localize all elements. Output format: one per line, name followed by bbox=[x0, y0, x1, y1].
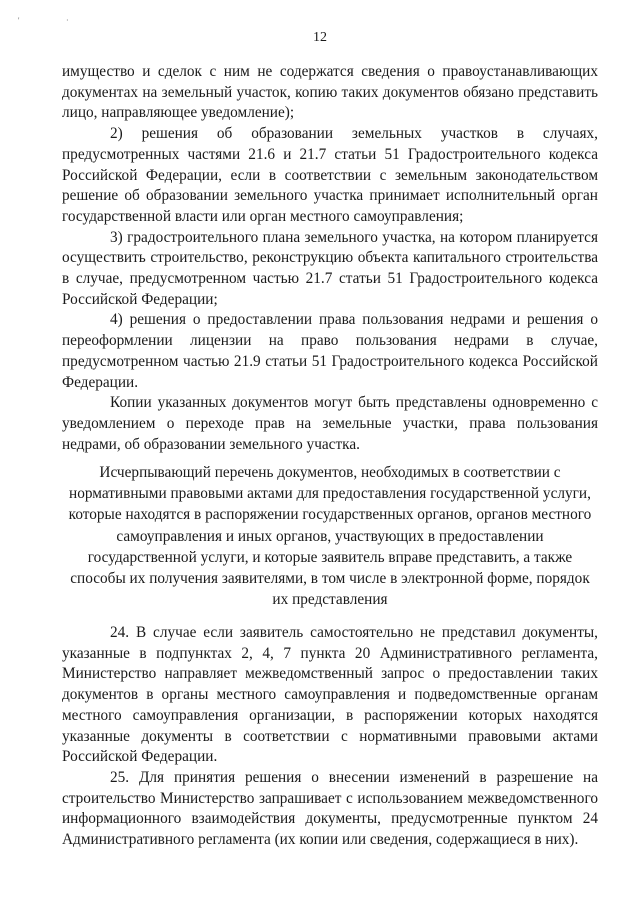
paragraphs-section bbox=[62, 623, 598, 851]
section-heading: Исчерпывающий перечень документов, необходимых в соответствии с нормативными правовыми актами для предоставления государственной услуги, которые находятся в распоряжении государственных органов, органов местного самоуправления и иных органов, участвующих в предоставлении государственной услуги, и которые заявитель вправе представить, а также способы их получения заявителями, в том числе в электронной форме, порядок их представления bbox=[68, 464, 592, 609]
paragraph-25: 25. Для принятия решения о внесении изменений в разрешение на строительство Министерство запрашивает с использованием межведомственного информационного взаимодействия документы, предусмотренные пунктом 24 Административного регламента (их копии или сведения, содержащиеся в них). bbox=[62, 768, 598, 849]
scan-mark: · bbox=[66, 16, 69, 25]
list-item-4: 4) решения о предоставлении права пользования недрами и решения о переоформлении лицензии на право пользования недрами в случае, предусмотренном частью 21.9 статьи 51 Градостроительного кодекса Российской Федерации. bbox=[62, 311, 598, 391]
page-number: 12 bbox=[313, 30, 327, 45]
paragraph-24: 24. В случае если заявитель самостоятельно не представил документы, указанные в подпунктах 2, 4, 7 пункта 20 Административного регламента, Министерство направляет межведомственный запрос о предоставлении таких документов в органы местного самоуправления и подведомственные органам местного самоуправления организации, в распоряжении которых находятся указанные документы в соответствии с нормативными правовыми актами Российской Федерации. bbox=[62, 624, 598, 766]
list-item-3: 3) градостроительного плана земельного участка, на котором планируется осуществить строительство, реконструкцию объекта капитального строительства в случае, предусмотренном частью 21.7 статьи 51 Градостроительного кодекса Российской Федерации; bbox=[62, 228, 598, 308]
list-section bbox=[62, 62, 598, 455]
scan-mark: ' bbox=[18, 16, 20, 25]
list-item-2: 2) решения об образовании земельных участков в случаях, предусмотренных частями 21.6 и 21.7 статьи 51 Градостроительного кодекса Российской Федерации, если в соответствии с земельным законодательством решение об образовании земельного участка принимает исполнительный орган государственной власти или орган местного самоуправления; bbox=[62, 125, 598, 225]
paragraph-copies: Копии указанных документов могут быть представлены одновременно с уведомлением о переходе прав на земельные участки, права пользования недрами, об образовании земельного участка. bbox=[62, 394, 598, 453]
paragraph-continuation: имущество и сделок с ним не содержатся сведения о правоустанавливающих документах на земельный участок, копию таких документов обязано представить лицо, направляющее уведомление); bbox=[62, 63, 598, 122]
